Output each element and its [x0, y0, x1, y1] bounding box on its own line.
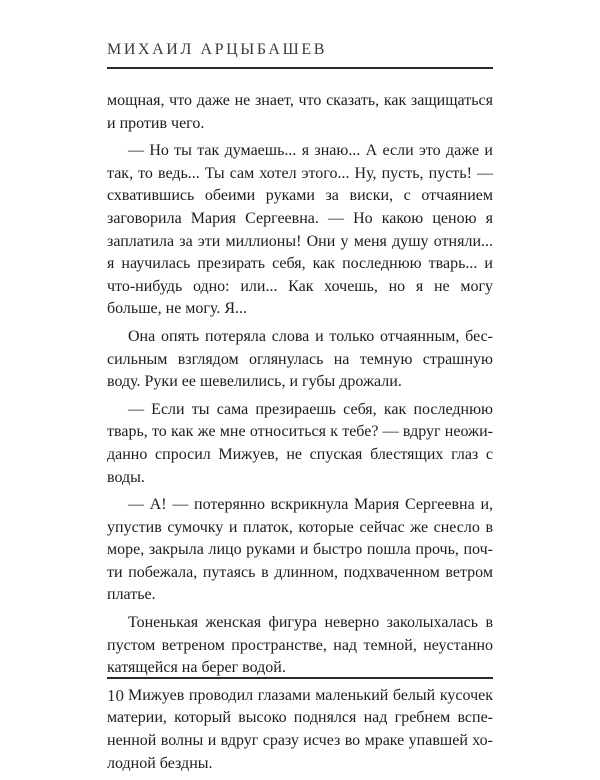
page-footer — [107, 677, 493, 707]
paragraph: мощная, что даже не знает, что сказать, как защищаться и против чего. — [107, 92, 493, 132]
page-number: 10 — [107, 686, 124, 705]
page-header — [107, 40, 493, 69]
paragraph: — Если ты сама презираешь себя, как последнюю тварь, то как же мне относиться к тебе? — вдруг неожиданно спросил Мижуев, не спуская блестящих глаз с воды. — [107, 400, 493, 486]
paragraph: Мижуев проводил глазами маленький белый кусочек материи, который высоко поднялся над гребнем вспененной волны и вдруг сразу исчез во мраке упавшей холодной бездны. — [107, 686, 493, 772]
paragraph: — А! — потерянно вскрикнула Мария Сергеевна и, упустив сумочку и платок, которые сейчас же снесло в море, закрыла лицо руками и быстро пошла прочь, почти побежала, путаясь в длинном, подхваченном ветром платье. — [107, 496, 493, 604]
paragraph: — Но ты так думаешь... я знаю... А если это даже и так, то ведь... Ты сам хотел этого... Ну, пусть, пусть! — схватившись обеими руками за виски, с отчаянием заговорила Мария Сергеевна. — Но какою ценою я заплатила за эти миллионы! Они у меня душу отняли... я научилась презирать себя, как последнюю тварь... и что-нибудь одно: или... Как хочешь, но я не могу больше, не могу. Я... — [107, 142, 493, 318]
paragraph: Она опять потеряла слова и только отчаянным, бессильным взглядом оглянулась на темную страшную воду. Руки ее шевелились, и губы дрожали. — [107, 327, 493, 391]
footer-rule — [107, 677, 493, 679]
paragraph: Тоненькая женская фигура неверно заколыхалась в пустом ветреном пространстве, над темной, неустанно катящейся на берег водой. — [107, 614, 493, 677]
header-rule — [107, 67, 493, 69]
running-head: МИХАИЛ АРЦЫБАШЕВ — [107, 41, 327, 58]
